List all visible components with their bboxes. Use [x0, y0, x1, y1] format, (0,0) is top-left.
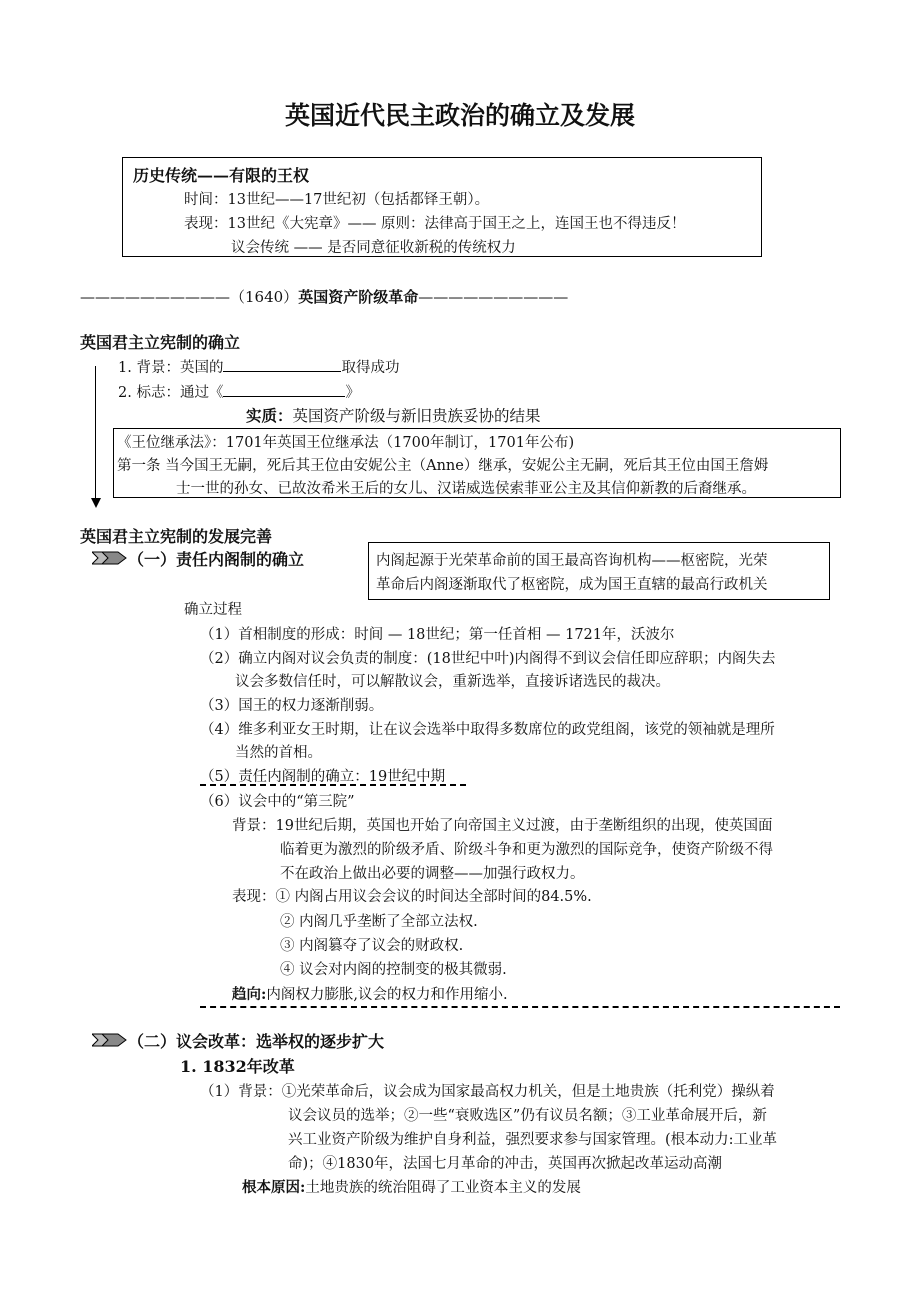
item2-prefix: 2. 标志：通过《 — [118, 385, 224, 401]
show-4: ④ 议会对内阁的控制变的极其微弱. — [280, 962, 507, 978]
note-line-1: 内阁起源于光荣革命前的国王最高咨询机构——枢密院，光荣 — [376, 553, 768, 569]
blank-1 — [223, 357, 341, 372]
chevron-arrow-icon — [92, 1033, 128, 1047]
reform-bg-1: （1）背景：①光荣革命后，议会成为国家最高权力机关，但是土地贵族（托利党）操纵着 — [200, 1084, 775, 1100]
reform-subheading: 1. 1832年改革 — [180, 1057, 295, 1076]
show-3: ③ 内阁篡夺了议会的财政权. — [280, 938, 464, 954]
process-4b: 当然的首相。 — [235, 745, 322, 761]
root-cause-label: 根本原因: — [242, 1179, 306, 1196]
reform-bg-2: 议会议员的选举；②一些“衰败选区”仍有议员名额；③工业革命展开后，新 — [288, 1108, 767, 1124]
process-label: 确立过程 — [184, 602, 242, 618]
trend-label: 趋向: — [232, 986, 267, 1003]
root-cause-line — [242, 1176, 581, 1197]
reform-bg-4: 命)；④1830年，法国七月革命的冲击，英国再次掀起改革运动高潮 — [288, 1156, 723, 1172]
establish-item-2 — [118, 381, 360, 402]
divider-dashes-left: ——————————（1640） — [80, 288, 299, 306]
background-c: 不在政治上做出必要的调整——加强行政权力。 — [280, 866, 585, 882]
establish-item-1 — [118, 356, 399, 377]
item1-suffix: 取得成功 — [341, 360, 400, 376]
flow-arrow-line — [95, 366, 96, 500]
item2-suffix: 》 — [345, 385, 360, 401]
note-line-2: 革命后内阁逐渐取代了枢密院，成为国王直辖的最高行政机关 — [376, 577, 768, 593]
chevron-arrow-icon — [92, 551, 128, 565]
process-4a: （4）维多利亚女王时期，让在议会选举中取得多数席位的政党组阁，该党的领袖就是理所 — [200, 722, 775, 738]
essence-label: 实质： — [246, 406, 293, 425]
root-cause-text: 土地贵族的统治阻碍了工业资本主义的发展 — [305, 1180, 581, 1196]
reform-heading: （二）议会改革：选举权的逐步扩大 — [128, 1032, 385, 1051]
page-title: 英国近代民主政治的确立及发展 — [284, 101, 635, 130]
process-2b: 议会多数信任时，可以解散议会，重新选举，直接诉诸选民的裁决。 — [235, 674, 670, 690]
show-2: ② 内阁几乎垄断了全部立法权. — [280, 914, 478, 930]
tradition-heading: 历史传统——有限的王权 — [133, 166, 310, 185]
flow-arrow-icon — [91, 498, 101, 508]
divider-dashes-right: —————————— — [418, 288, 569, 306]
blank-2 — [223, 382, 345, 397]
act-line-3: 士一世的孙女、已故汝希米王后的女儿、汉诺威选侯索菲亚公主及其信仰新教的后裔继承。 — [176, 481, 756, 497]
develop-heading: 英国君主立宪制的发展完善 — [80, 527, 273, 546]
essence-text: 英国资产阶级与新旧贵族妥协的结果 — [292, 407, 541, 425]
background-a: 背景：19世纪后期，英国也开始了向帝国主义过渡，由于垄断组织的出现，使英国面 — [232, 818, 773, 834]
divider-dashed — [200, 784, 466, 786]
section-dashed-divider — [200, 1006, 840, 1008]
establish-heading: 英国君主立宪制的确立 — [80, 333, 241, 352]
process-1: （1）首相制度的形成：时间 — 18世纪；第一任首相 — 1721年，沃波尔 — [200, 627, 675, 643]
trend-line — [232, 983, 508, 1004]
tradition-parliament: 议会传统 —— 是否同意征收新税的传统权力 — [231, 240, 516, 256]
background-b: 临着更为激烈的阶级矛盾、阶级斗争和更为激烈的国际竞争，使资产阶级不得 — [280, 842, 773, 858]
revolution-divider — [80, 286, 568, 307]
act-line-2: 第一条 当今国王无嗣，死后其王位由安妮公主（Anne）继承，安妮公主无嗣，死后其王位由国王詹姆 — [117, 458, 769, 474]
cabinet-heading: （一）责任内阁制的确立 — [128, 550, 305, 569]
process-2a: （2）确立内阁对议会负责的制度：(18世纪中叶)内阁得不到议会信任即应辞职；内阁失去 — [200, 651, 776, 667]
process-5: （5）责任内阁制的确立：19世纪中期 — [200, 769, 446, 785]
process-6: （6）议会中的“第三院” — [200, 794, 355, 810]
show-1: 表现：① 内阁占用议会会议的时间达全部时间的84.5%. — [232, 889, 592, 905]
tradition-time: 时间：13世纪——17世纪初（包括都铎王朝）。 — [184, 192, 490, 208]
essence-line — [246, 404, 541, 426]
revolution-label: 英国资产阶级革命 — [298, 288, 419, 306]
item1-prefix: 1. 背景：英国的 — [118, 360, 224, 376]
reform-bg-3: 兴工业资产阶级为维护自身利益，强烈要求参与国家管理。(根本动力:工业革 — [288, 1132, 778, 1148]
tradition-manifest: 表现：13世纪《大宪章》—— 原则：法律高于国王之上，连国王也不得违反！ — [184, 216, 686, 232]
act-line-1: 《王位继承法》：1701年英国王位继承法（1700年制订，1701年公布) — [117, 435, 575, 451]
trend-text: 内阁权力膨胀,议会的权力和作用缩小. — [266, 987, 508, 1003]
process-3: （3）国王的权力逐渐削弱。 — [200, 698, 384, 714]
